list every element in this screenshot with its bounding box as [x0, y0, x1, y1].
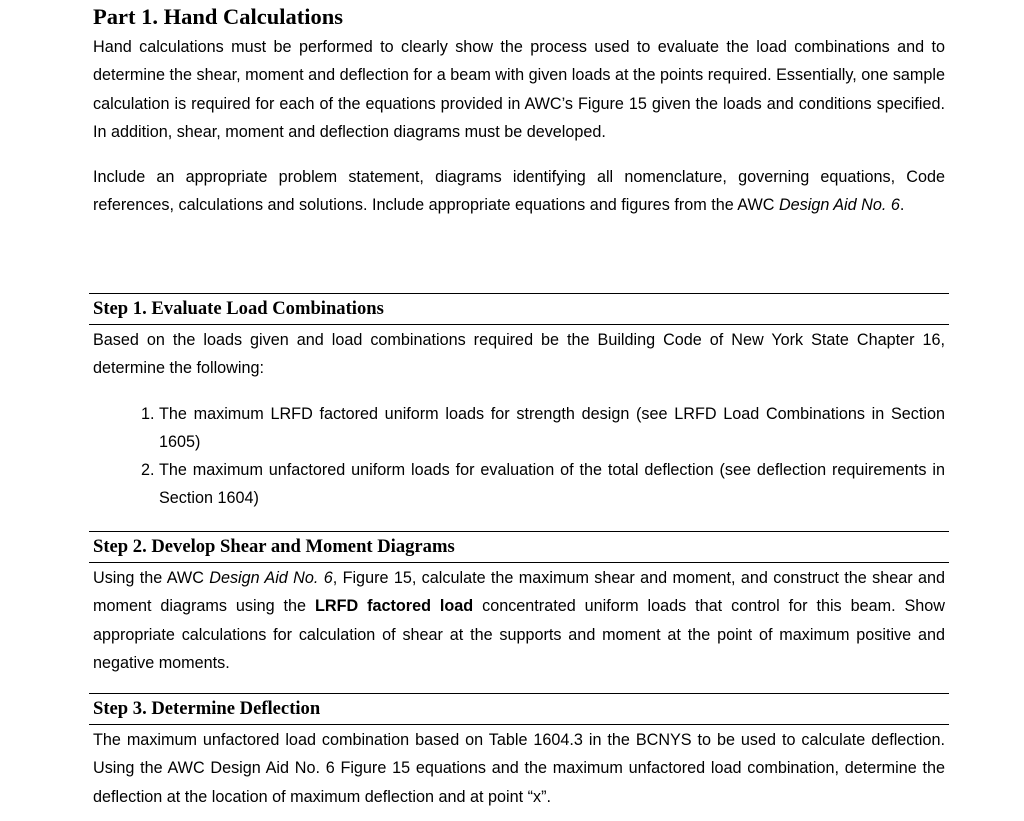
part-title: Part 1. Hand Calculations: [93, 4, 344, 29]
step-2-text-b: , Figure 15, calculate the maximum shear and moment, and construct the shear and moment diagrams using the: [93, 569, 945, 616]
design-aid-reference: Design Aid No. 6: [778, 196, 900, 215]
lrfd-factored-load-emphasis: LRFD factored load: [315, 597, 474, 616]
step-1-body: [93, 326, 945, 513]
include-end: .: [899, 196, 905, 215]
step-2-section: [93, 531, 945, 677]
step-1-heading: Step 1. Evaluate Load Combinations: [89, 293, 949, 325]
step-2-text-a: Using the AWC: [93, 569, 210, 587]
step-2-text-c: concentrated uniform loads that control for this beam. Show appropriate calculations for calculation of shear at the supports and moment at the point of maximum positive and negative moments.: [93, 597, 945, 672]
intro-paragraph: Hand calculations must be performed to clearly show the process used to evaluate the load combinations and to determine the shear, moment and deflection for a beam with given loads at the points required. Essentially, one sample calculation is required for each of the equations provided in AWC’s Figure 15 given the loads and conditions specified. In addition, shear, moment and deflection diagrams must be developed.: [93, 38, 945, 141]
include-paragraph: [93, 163, 945, 220]
step-1-list: [93, 400, 945, 513]
list-item: 1. The maximum LRFD factored uniform loads for strength design (see LRFD Load Combinations in Section 1605): [159, 400, 945, 457]
step-1-section: [93, 293, 945, 513]
step-2-paragraph: [93, 564, 945, 677]
step-2-body: [93, 564, 945, 677]
step-3-paragraph: The maximum unfactored load combination based on Table 1604.3 in the BCNYS to be used to calculate deflection. Using the AWC Design Aid No. 6 Figure 15 equations and the maximum unfactored load combination, determine the deflection at the location of maximum deflection and at point “x”.: [93, 731, 945, 806]
step-2-heading: Step 2. Develop Shear and Moment Diagrams: [89, 531, 949, 563]
document-page: [93, 0, 945, 806]
list-item: 2. The maximum unfactored uniform loads for evaluation of the total deflection (see deflection requirements in Section 1604): [159, 456, 945, 513]
design-aid-reference: Design Aid No. 6: [209, 569, 333, 587]
include-text: Include an appropriate problem statement, diagrams identifying all nomenclature, governing equations, Code references, calculations and solutions. Include appropriate equations and figures from the AWC: [93, 168, 945, 215]
step-3-heading: Step 3. Determine Deflection: [89, 693, 949, 725]
step-1-paragraph: Based on the loads given and load combinations required be the Building Code of New York State Chapter 16, determine the following:: [93, 331, 945, 378]
step-3-body: [93, 726, 945, 811]
step-3-section: [93, 693, 945, 811]
